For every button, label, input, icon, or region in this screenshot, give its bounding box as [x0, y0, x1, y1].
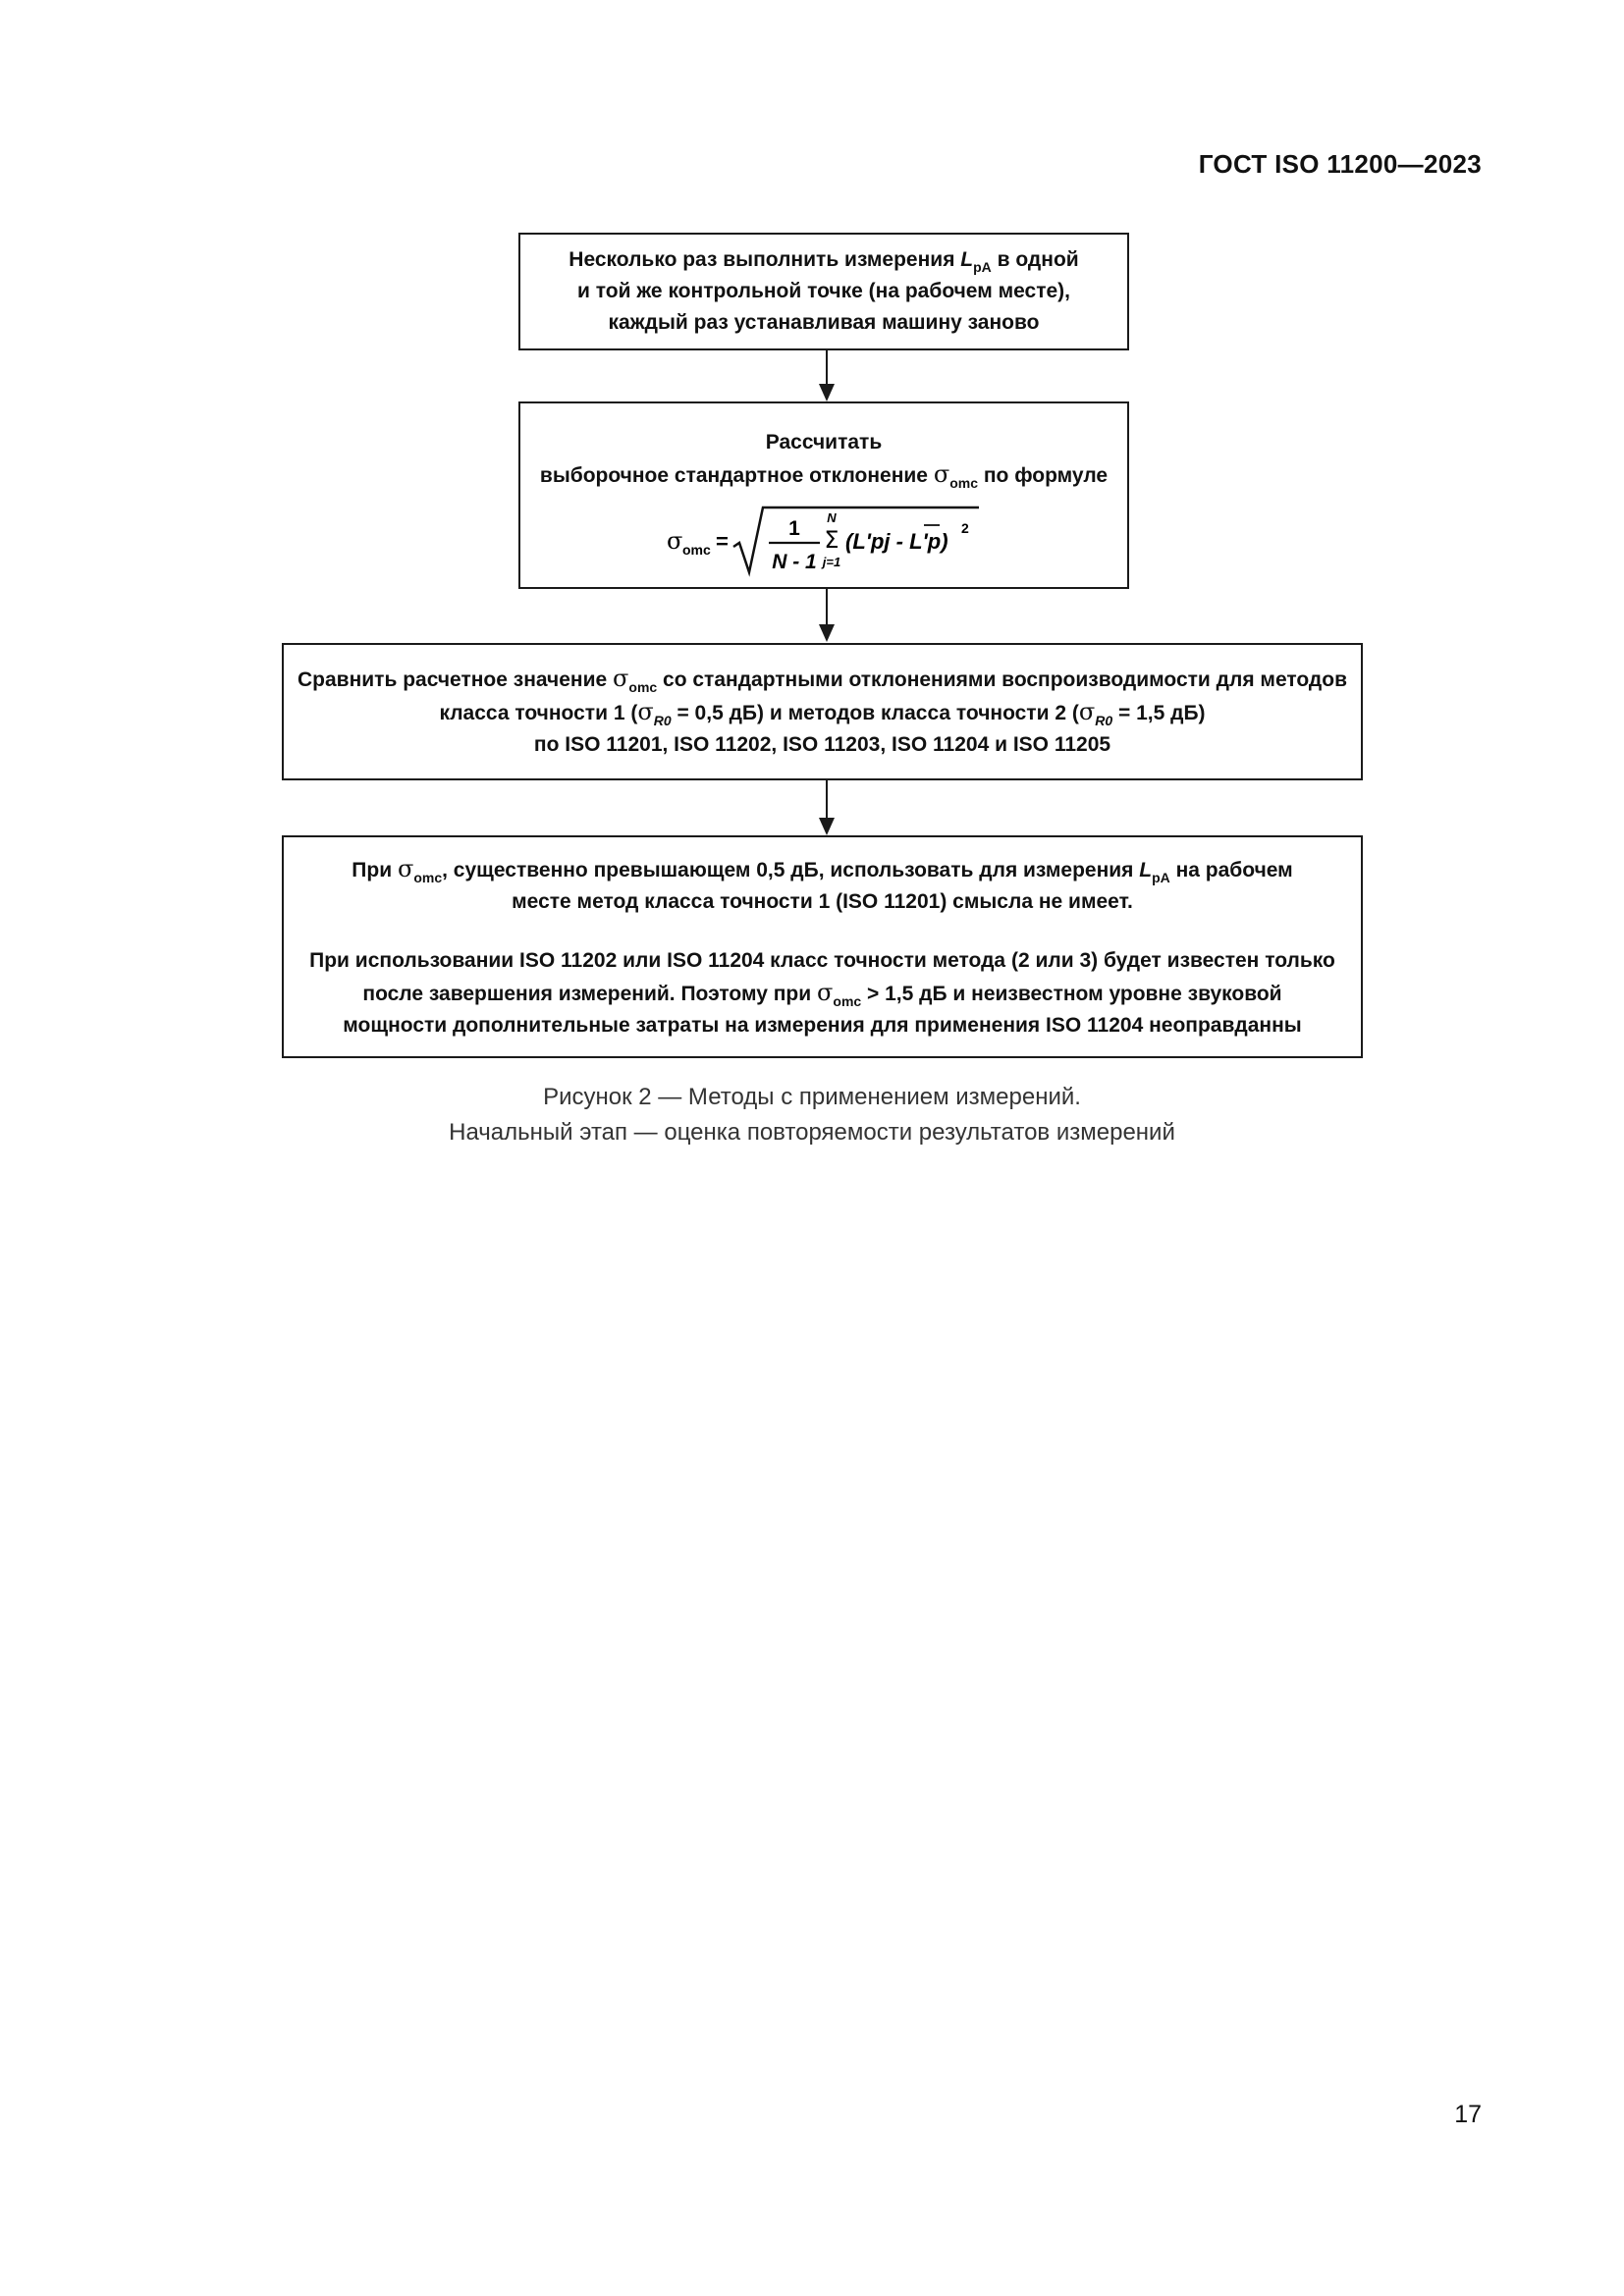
step1-line3: каждый раз устанавливая машину заново	[608, 311, 1040, 334]
formula-denominator: N - 1	[772, 551, 817, 573]
std-deviation-formula	[667, 504, 981, 582]
conclusion-paragraph-1: При $\sigma_{omc}$, существенно превышающем 0,5 дБ, использовать для измерения $L_{pA}$ на рабочем месте метод класса точности 1 (ISO 11201) смысла не имеет.	[352, 854, 1293, 913]
caption-line-2: Начальный этап — оценка повторяемости результатов измерений	[449, 1119, 1175, 1146]
flowchart-step-compare	[282, 643, 1363, 780]
step1-line1: Несколько раз выполнить измерения $L_{pA}$ в одной	[568, 248, 1079, 275]
formula-graphic	[667, 504, 981, 582]
formula-sigma-sub: omc	[682, 542, 711, 558]
flowchart-step-measure	[518, 233, 1129, 350]
step2-line1: Рассчитать	[765, 431, 883, 454]
conclusion-paragraph-2: При использовании ISO 11202 или ISO 11204 класс точности метода (2 или 3) будет известен только после завершения измерений. Поэтому при $\sigma_{omc} > 1,5$ дБ и неизвестном уровне звуковой мощности дополнительные затраты на измерения для применения ISO 11204 неоправданны	[309, 948, 1335, 1037]
formula-sigma: σ	[667, 527, 683, 555]
sum-lower-limit: j=1	[822, 555, 841, 569]
sum-upper-limit: N	[827, 510, 837, 525]
flowchart-step-calculate	[518, 401, 1129, 589]
step1-line2: и той же контрольной точке (на рабочем месте),	[577, 280, 1070, 302]
step3-line1: Сравнить расчетное значение $\sigma_{omc}$ со стандартными отклонениями воспроизводимости для методов	[298, 665, 1347, 695]
document-number: ГОСТ ISO 11200—2023	[1198, 149, 1482, 179]
sum-symbol: Σ	[824, 526, 839, 554]
caption-line-1: Рисунок 2 — Методы с применением измерений.	[543, 1084, 1081, 1110]
step3-line2: класса точности 1 ($\sigma_{R0} = 0,5$ дБ) и методов класса точности 2 ($\sigma_{R0} = 1,5$ дБ)	[439, 698, 1206, 728]
formula-power: 2	[961, 520, 969, 536]
page-number: 17	[1454, 2101, 1482, 2128]
sum-term: (L'pj - L'p)	[845, 529, 948, 554]
formula-numerator: 1	[788, 517, 800, 540]
figure-caption	[0, 1080, 1624, 1150]
flowchart-step-conclusion	[282, 835, 1363, 1058]
step2-line2: выборочное стандартное отклонение $\sigma_{omc}$ по формуле	[539, 460, 1109, 491]
step3-line3: по ISO 11201, ISO 11202, ISO 11203, ISO 11204 и ISO 11205	[533, 733, 1111, 756]
formula-equals: =	[716, 529, 729, 554]
